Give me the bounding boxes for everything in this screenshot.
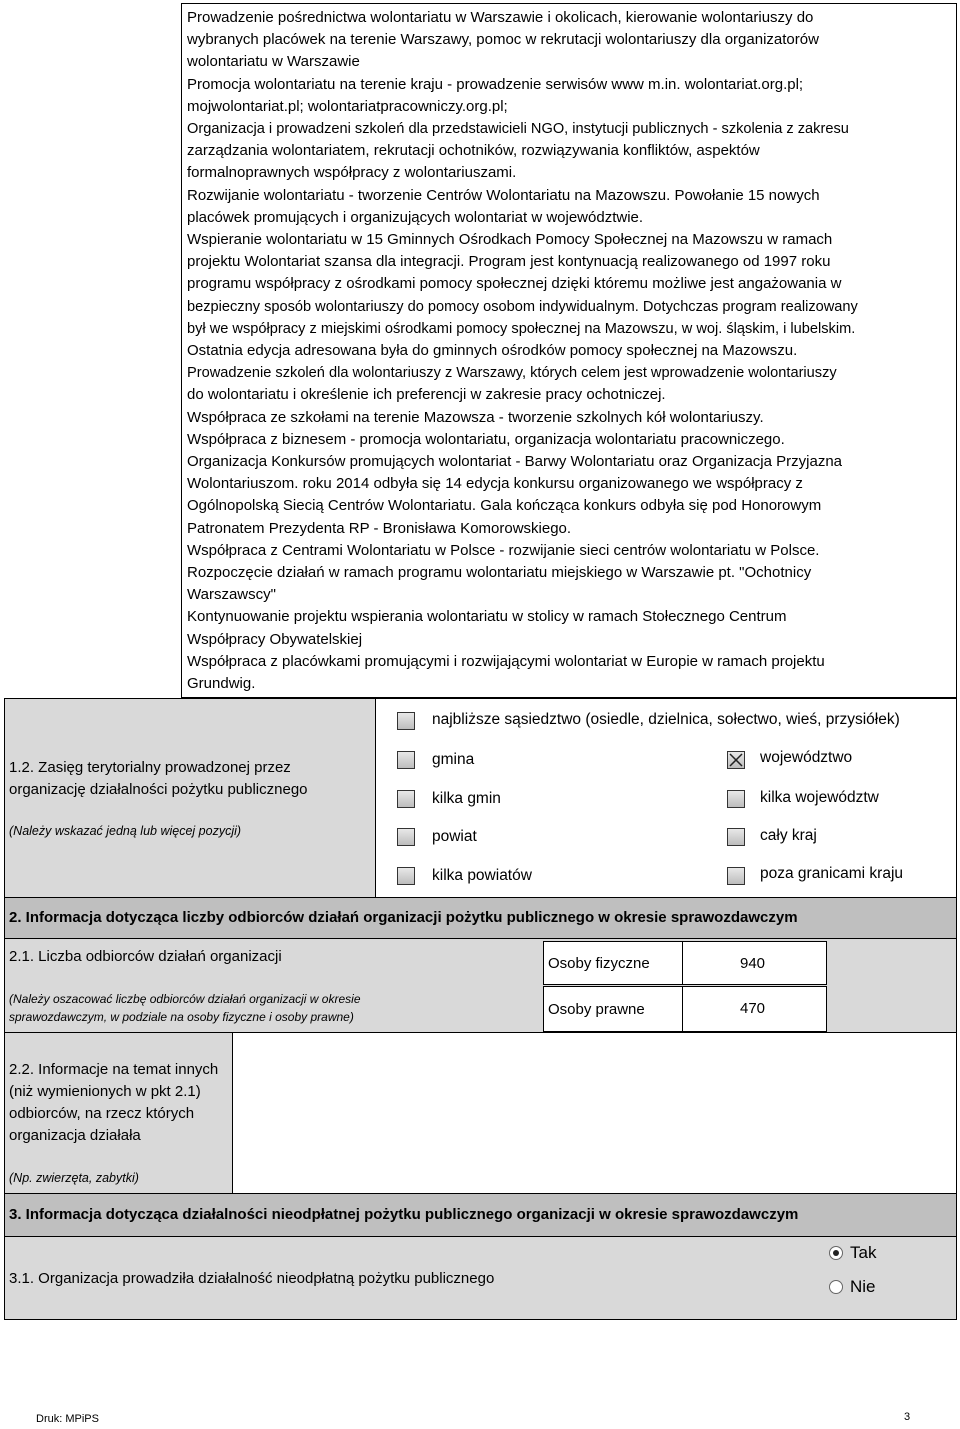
activities-line: projektu Wolontariat szansa dla integracji. Program jest kontynuacją realizowanego od 1997 roku [187,253,831,271]
activities-text [187,7,955,695]
section-3-1-label: 3.1. Organizacja prowadziła działalność nieodpłatną pożytku publicznego [9,1270,495,1287]
checkmark-x-icon [728,752,744,768]
activities-line: bezpieczny sposób wolontariuszy do pomocy osobom indywidualnym. Dotychczas program realizowany [187,298,858,315]
option-neighborhood-label: najbliższe sąsiedztwo (osiedle, dzielnica, sołectwo, wieś, przysiółek) [432,711,900,728]
activities-line: mojwolontariat.pl; wolontariatpracowniczy.org.pl; [187,97,508,115]
activities-line: Ostatnia edycja adresowana była do gminnych ośrodków pomocy społecznej na Mazowszu. [187,342,798,360]
option-kilka-wojewodztw-label: kilka województw [760,789,879,806]
activities-line: Współpraca z biznesem - promocja wolontariatu, organizacja wolontariatu pracowniczego. [187,430,785,448]
section-2-2-label: 2.2. Informacje na temat innych (niż wymienionych w pkt 2.1) odbiorców, na rzecz których organizacja działała [9,1061,219,1144]
activities-line: zarządzania wolontariatem, rekrutacji ochotników, rozwiązywania konfliktów, aspektów [187,142,760,160]
activities-line: Współpracy Obywatelskiej [187,630,363,648]
checkbox-wojewodztwo[interactable] [727,751,745,769]
activities-line: Patronatem Prezydenta RP - Bronisława Komorowskiego. [187,519,572,537]
natural-persons-value: 940 [740,955,766,972]
checkbox-neighborhood[interactable] [397,712,415,730]
activities-line: Warszawscy" [187,586,276,604]
section-2-1-note: (Należy oszacować liczbę odbiorców działań organizacji w okresie sprawozdawczym, w podziale na osoby fizyczne i osoby prawne) [9,992,361,1024]
section-1-2-note: (Należy wskazać jedną lub więcej pozycji) [9,824,242,838]
activities-line: Organizacja i prowadzeni szkoleń dla przedstawicieli NGO, instytucji publicznych - szkolenia z zakresu [187,121,849,138]
activities-line: Ogólnopolską Siecią Centrów Wolontariatu. Gala kończąca konkurs odbyła się pod Honorowym [187,497,822,515]
footer-print-label: Druk: MPiPS [36,1413,99,1425]
checkbox-poza-granicami[interactable] [727,867,745,885]
activities-line: był we współpracy z miejskimi ośrodkami pomocy społecznej na Mazowszu, w woj. śląskim, i lubelskim. [187,320,856,337]
checkbox-gmina[interactable] [397,751,415,769]
checkbox-kilka-wojewodztw[interactable] [727,790,745,808]
option-wojewodztwo-label: województwo [760,749,853,766]
checkbox-caly-kraj[interactable] [727,828,745,846]
section-2-2-value-cell[interactable] [232,1032,957,1194]
activities-line: Kontynuowanie projektu wspierania wolontariatu w stolicy w ramach Stołecznego Centrum [187,608,787,626]
activities-line: do wolontariatu i określenie ich preferencji w zakresie pracy ochotniczej. [187,386,666,404]
activities-line: Współpraca ze szkołami na terenie Mazowsza - tworzenie szkolnych kół wolontariuszy. [187,408,764,426]
section-3-header: 3. Informacja dotycząca działalności nieodpłatnej pożytku publicznego organizacji w okresie sprawozdawczym [9,1206,799,1223]
option-kilka-gmin-label: kilka gmin [432,790,501,807]
activities-line: Grundwig. [187,675,256,693]
activities-line: Promocja wolontariatu na terenie kraju - prowadzenie serwisów www m.in. wolontariat.org.pl; [187,75,804,93]
section-1-2-label: 1.2. Zasięg terytorialny prowadzonej przez organizację działalności pożytku publicznego [9,759,308,798]
activities-line: placówek promujących i organizujących wolontariat w województwie. [187,208,644,226]
activities-line: Prowadzenie pośrednictwa wolontariatu w Warszawie i okolicach, kierowanie wolontariuszy do [187,9,814,26]
activities-line: Współpraca z Centrami Wolontariatu w Polsce - rozwijanie sieci centrów wolontariatu w Polsce. [187,541,820,559]
section-2-header: 2. Informacja dotycząca liczby odbiorców działań organizacji pożytku publicznego w okresie sprawozdawczym [9,909,798,926]
checkbox-kilka-powiatow[interactable] [397,867,415,885]
activities-line: formalnoprawnych współpracy z wolontariuszami. [187,164,517,182]
option-gmina-label: gmina [432,751,475,768]
radio-tak[interactable] [829,1246,843,1260]
option-caly-kraj-label: cały kraj [760,827,817,844]
option-poza-granicami-label: poza granicami kraju [760,865,904,882]
activities-line: Wspieranie wolontariatu w 15 Gminnych Ośrodkach Pomocy Społecznej na Mazowszu w ramach [187,231,833,249]
legal-persons-value: 470 [740,1000,766,1017]
activities-line: wolontariatu w Warszawie [187,53,360,71]
activities-line: Wolontariuszom. roku 2014 odbyła się 14 edycja konkursu organizowanego we współpracy z [187,475,803,493]
section-2-2-note: (Np. zwierzęta, zabytki) [9,1171,139,1185]
legal-persons-label: Osoby prawne [548,1001,645,1018]
activities-line: Rozwijanie wolontariatu - tworzenie Centrów Wolontariatu na Mazowszu. Powołanie 15 nowych [187,186,820,204]
radio-nie-label: Nie [850,1277,876,1296]
checkbox-powiat[interactable] [397,828,415,846]
checkbox-kilka-gmin[interactable] [397,790,415,808]
activities-line: Rozpoczęcie działań w ramach programu wolontariatu miejskiego w Warszawie pt. "Ochotnicy [187,564,812,582]
activities-line: Prowadzenie szkoleń dla wolontariuszy z Warszawy, których celem jest wprowadzenie wolontariuszy [187,365,837,382]
activities-line: programu współpracy z ośrodkami pomocy społecznej dzięki któremu możliwe jest angażowania w [187,275,842,293]
section-2-1-label: 2.1. Liczba odbiorców działań organizacji [9,948,282,965]
option-kilka-powiatow-label: kilka powiatów [432,867,532,884]
option-powiat-label: powiat [432,828,477,845]
activities-line: Współpraca z placówkami promującymi i rozwijającymi wolontariat w Europie w ramach projektu [187,652,825,670]
radio-tak-label: Tak [850,1243,877,1262]
activities-line: wybranych placówek na terenie Warszawy, pomoc w rekrutacji wolontariuszy dla organizatorów [187,31,819,49]
natural-persons-label: Osoby fizyczne [548,955,650,972]
radio-nie[interactable] [829,1280,843,1294]
radio-selected-dot-icon [833,1250,839,1256]
footer-page-number: 3 [904,1411,911,1423]
activities-line: Organizacja Konkursów promujących wolontariat - Barwy Wolontariatu oraz Organizacja Przyjazna [187,453,843,471]
